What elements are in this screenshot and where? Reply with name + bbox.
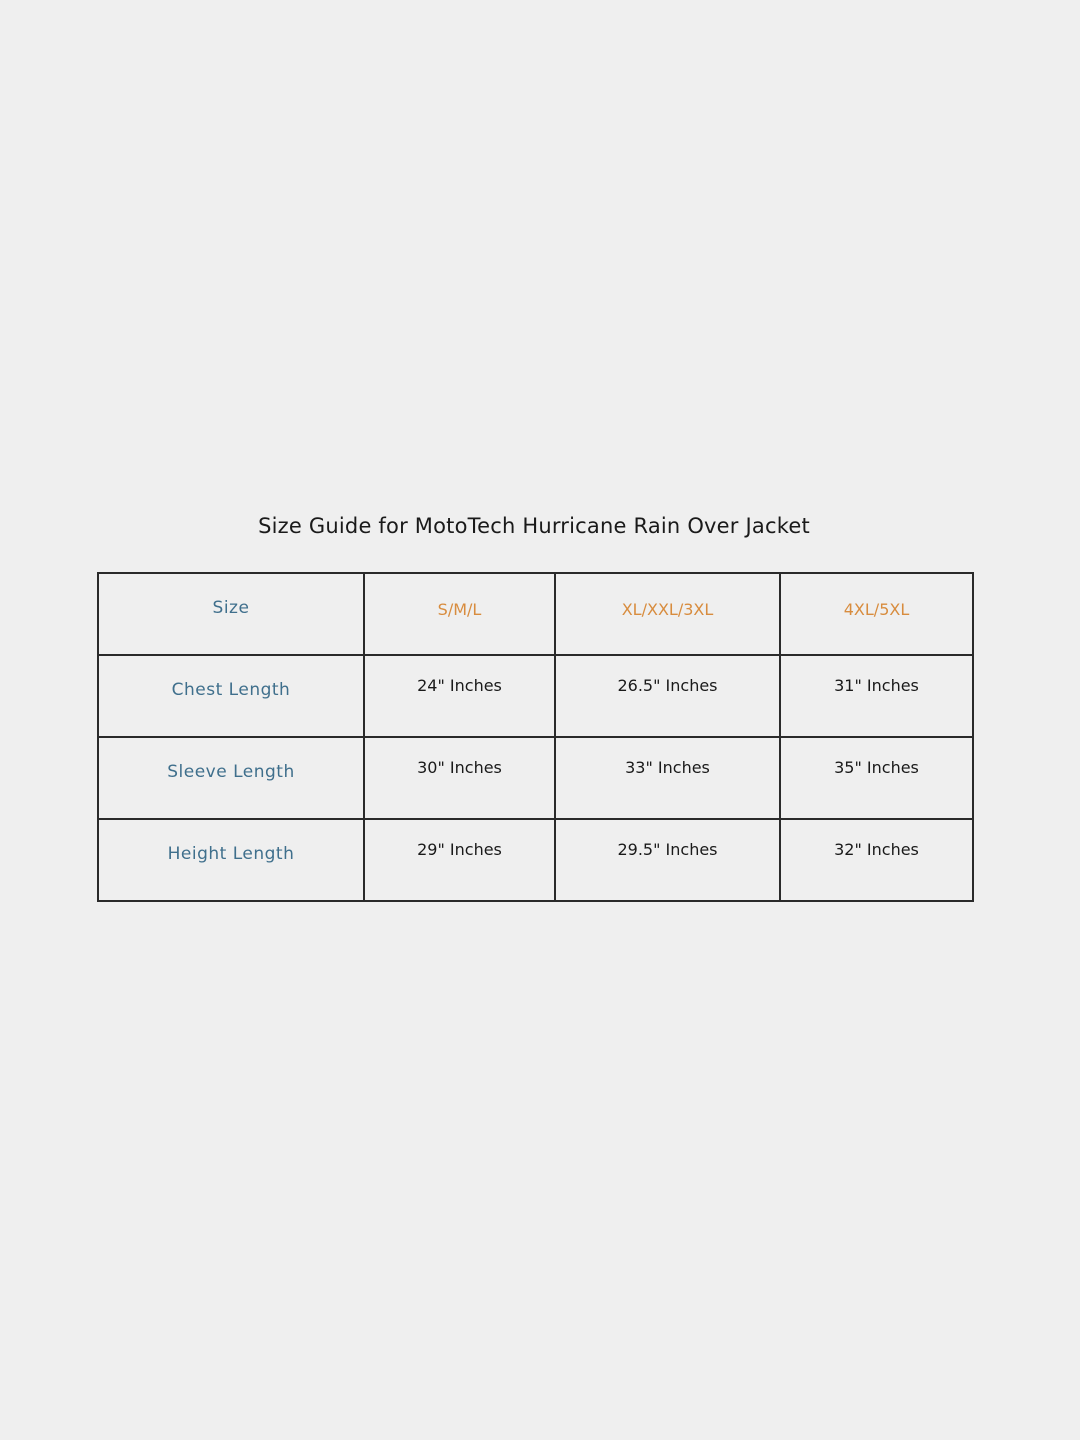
size-guide-title: Size Guide for MotoTech Hurricane Rain Over Jacket (258, 514, 810, 538)
size-option-label: S/M/L (437, 600, 482, 619)
table-cell (555, 655, 780, 737)
measurement-value: 24" Inches (417, 676, 502, 695)
measurement-label: Chest Length (171, 680, 291, 700)
table-cell (364, 819, 555, 901)
table-header-cell (98, 573, 364, 655)
measurement-label: Height Length (167, 844, 295, 864)
table-cell (98, 655, 364, 737)
measurement-value: 26.5" Inches (617, 676, 718, 695)
table-cell (780, 655, 973, 737)
table-header-cell (364, 573, 555, 655)
table-cell (98, 819, 364, 901)
measurement-value: 29.5" Inches (617, 840, 718, 859)
size-label: Size (212, 598, 250, 618)
table-cell (780, 819, 973, 901)
size-guide-table (97, 572, 974, 902)
table-header-cell (555, 573, 780, 655)
table-row (98, 819, 973, 901)
size-option-label: 4XL/5XL (843, 600, 910, 619)
table-cell (555, 737, 780, 819)
measurement-value: 30" Inches (417, 758, 502, 777)
table-cell (555, 819, 780, 901)
measurement-value: 33" Inches (625, 758, 710, 777)
table-header-row (98, 573, 973, 655)
table-row (98, 655, 973, 737)
measurement-value: 35" Inches (834, 758, 919, 777)
table-header-cell (780, 573, 973, 655)
measurement-value: 29" Inches (417, 840, 502, 859)
measurement-label: Sleeve Length (167, 762, 295, 782)
table-cell (364, 737, 555, 819)
table-cell (780, 737, 973, 819)
measurement-value: 31" Inches (834, 676, 919, 695)
table-cell (98, 737, 364, 819)
table-cell (364, 655, 555, 737)
size-option-label: XL/XXL/3XL (621, 600, 714, 619)
measurement-value: 32" Inches (834, 840, 919, 859)
table-row (98, 737, 973, 819)
